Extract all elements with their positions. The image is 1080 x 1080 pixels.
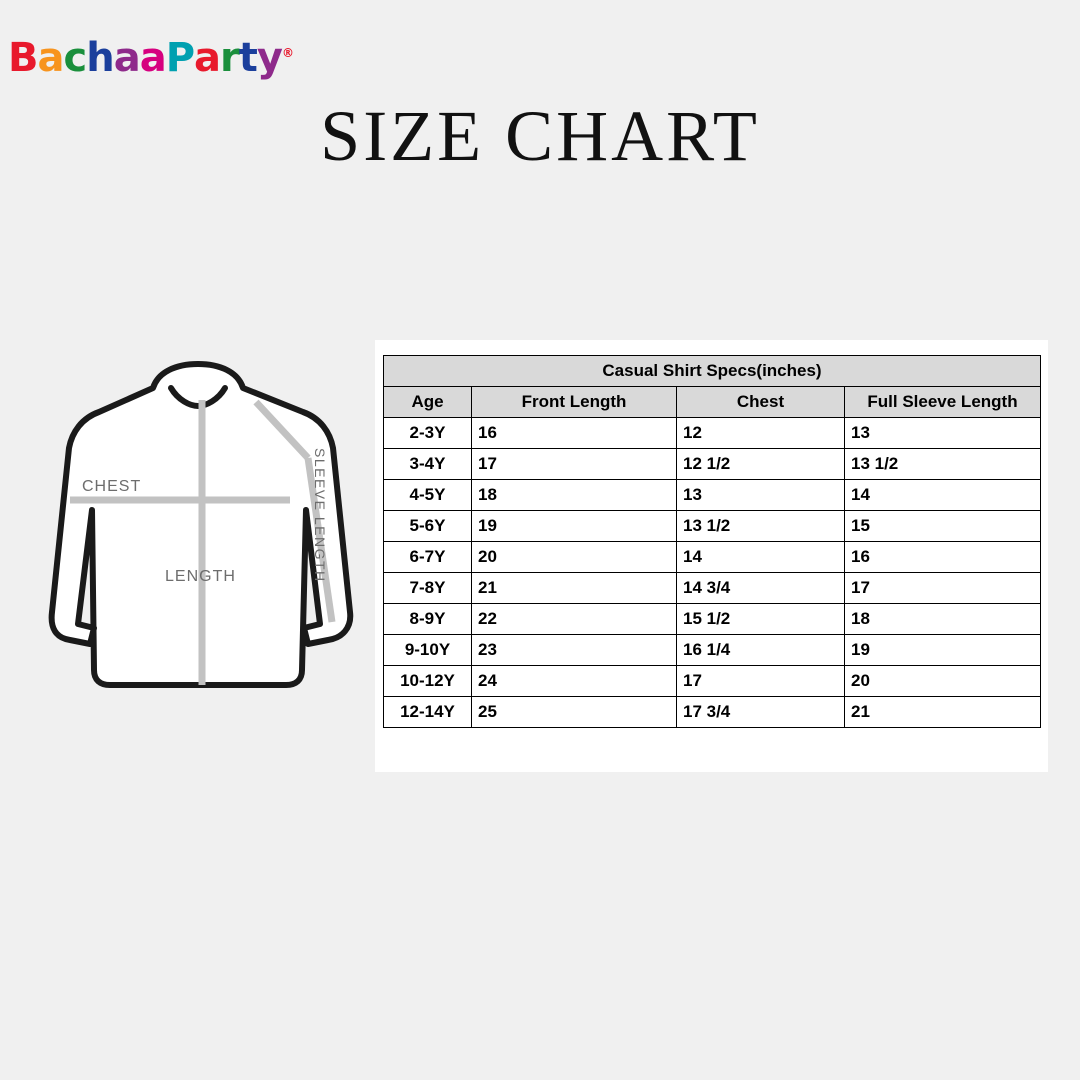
cell-chest: 17 [677, 666, 845, 697]
diagram-label-length: LENGTH [165, 568, 236, 585]
column-header-full-sleeve-length: Full Sleeve Length [845, 387, 1041, 418]
cell-chest: 14 3/4 [677, 573, 845, 604]
diagram-label-chest: CHEST [82, 478, 142, 495]
cell-age: 10-12Y [384, 666, 472, 697]
table-row [384, 635, 1041, 666]
cell-age: 6-7Y [384, 542, 472, 573]
cell-age: 4-5Y [384, 480, 472, 511]
table-row [384, 418, 1041, 449]
cell-sleeve-length: 20 [845, 666, 1041, 697]
cell-front-length: 19 [472, 511, 677, 542]
cell-age: 5-6Y [384, 511, 472, 542]
cell-sleeve-length: 17 [845, 573, 1041, 604]
cell-front-length: 17 [472, 449, 677, 480]
table-row [384, 449, 1041, 480]
table-row [384, 511, 1041, 542]
cell-front-length: 18 [472, 480, 677, 511]
cell-front-length: 16 [472, 418, 677, 449]
cell-sleeve-length: 16 [845, 542, 1041, 573]
cell-chest: 15 1/2 [677, 604, 845, 635]
diagram-label-sleeve: SLEEVE LENGTH [312, 448, 328, 583]
table-header-row [384, 387, 1041, 418]
table-row [384, 542, 1041, 573]
cell-chest: 17 3/4 [677, 697, 845, 728]
cell-sleeve-length: 15 [845, 511, 1041, 542]
shirt-measurement-diagram [40, 340, 360, 720]
cell-age: 2-3Y [384, 418, 472, 449]
cell-age: 8-9Y [384, 604, 472, 635]
cell-sleeve-length: 21 [845, 697, 1041, 728]
cell-age: 9-10Y [384, 635, 472, 666]
cell-front-length: 24 [472, 666, 677, 697]
cell-age: 3-4Y [384, 449, 472, 480]
cell-front-length: 23 [472, 635, 677, 666]
cell-front-length: 22 [472, 604, 677, 635]
cell-sleeve-length: 19 [845, 635, 1041, 666]
table-row [384, 697, 1041, 728]
cell-chest: 16 1/4 [677, 635, 845, 666]
cell-sleeve-length: 13 1/2 [845, 449, 1041, 480]
cell-sleeve-length: 18 [845, 604, 1041, 635]
cell-chest: 14 [677, 542, 845, 573]
cell-front-length: 25 [472, 697, 677, 728]
column-header-age: Age [384, 387, 472, 418]
cell-chest: 12 [677, 418, 845, 449]
cell-chest: 12 1/2 [677, 449, 845, 480]
cell-age: 7-8Y [384, 573, 472, 604]
cell-age: 12-14Y [384, 697, 472, 728]
registered-mark: ® [281, 46, 293, 60]
brand-logo [8, 22, 293, 84]
column-header-chest: Chest [677, 387, 845, 418]
column-header-front-length: Front Length [472, 387, 677, 418]
cell-chest: 13 [677, 480, 845, 511]
brand-logo-text: BachaaParty® [8, 22, 270, 89]
cell-chest: 13 1/2 [677, 511, 845, 542]
page-title: SIZE CHART [320, 96, 760, 176]
table-title-row [384, 356, 1041, 387]
table-row [384, 480, 1041, 511]
table-row [384, 573, 1041, 604]
table-row [384, 666, 1041, 697]
cell-front-length: 21 [472, 573, 677, 604]
size-chart-panel [375, 340, 1048, 772]
cell-sleeve-length: 14 [845, 480, 1041, 511]
cell-sleeve-length: 13 [845, 418, 1041, 449]
size-chart-table [383, 355, 1041, 728]
cell-front-length: 20 [472, 542, 677, 573]
table-title: Casual Shirt Specs(inches) [384, 356, 1041, 387]
table-row [384, 604, 1041, 635]
